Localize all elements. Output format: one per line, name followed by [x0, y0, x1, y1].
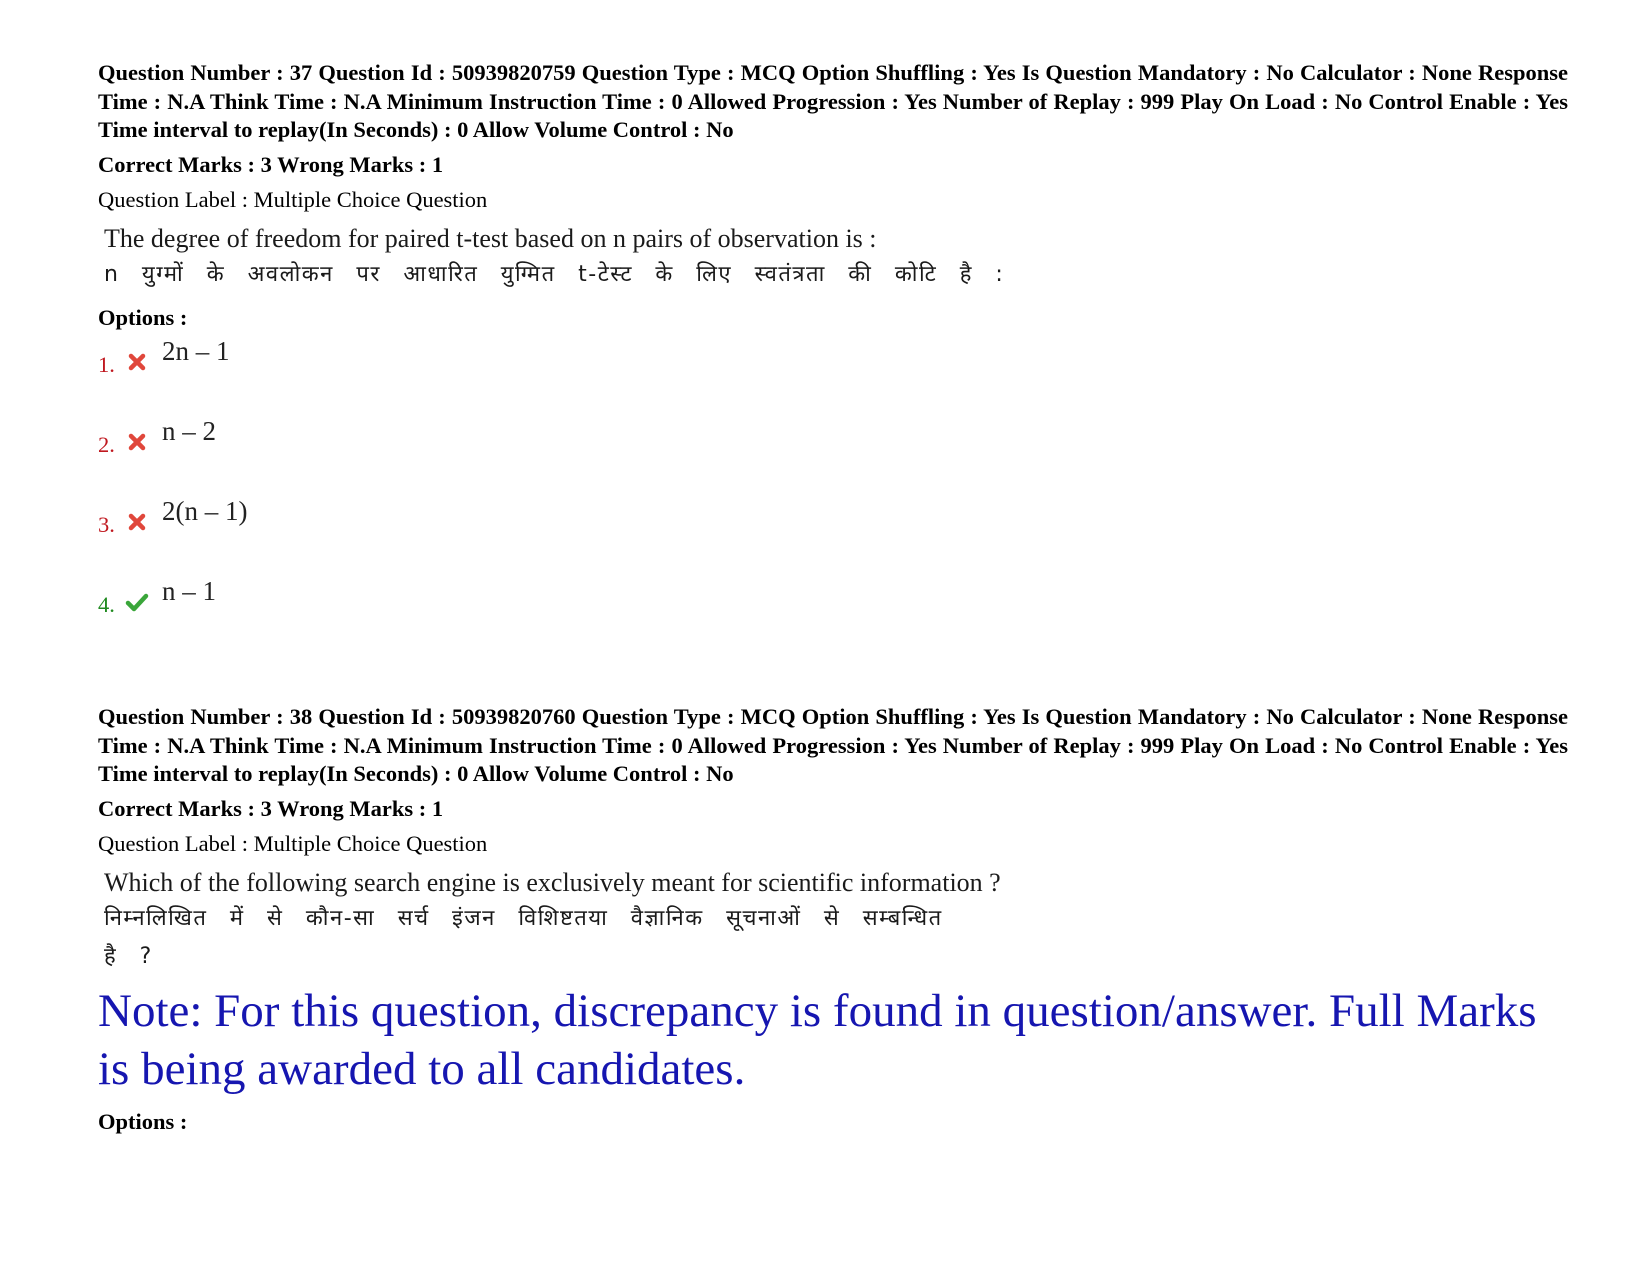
- cross-icon: [125, 350, 149, 374]
- check-icon: [125, 590, 149, 614]
- option-number: 1.: [98, 351, 115, 377]
- option-value: n – 2: [162, 415, 216, 446]
- option-3: [98, 492, 1568, 572]
- question-meta: Question Number : 38 Question Id : 50939820760 Question Type : MCQ Option Shuffling : Yes Is Question Mandatory : No Calculator : None Response Time : N.A Think Time : N.A Minimum Instruction Time : 0 Allowed Progression : Yes Number of Replay : 999 Play On Load : No Control Enable : Yes Time interval to replay(In Seconds) : 0 Allow Volume Control : No: [98, 704, 1568, 786]
- discrepancy-note: Note: For this question, discrepancy is found in question/answer. Full Marks is being awarded to all candidates.: [98, 984, 1537, 1095]
- option-value: 2(n – 1): [162, 495, 248, 526]
- cross-icon: [125, 430, 149, 454]
- options-list: [98, 332, 1568, 652]
- question-label: Question Label : Multiple Choice Question: [98, 830, 488, 856]
- question-stem-hindi-line-2: है ?: [104, 943, 153, 969]
- question-38: [98, 703, 1568, 1136]
- question-marks: Correct Marks : 3 Wrong Marks : 1: [98, 151, 444, 177]
- option-4: [98, 572, 1568, 652]
- option-value: n – 1: [162, 575, 216, 606]
- question-meta: Question Number : 37 Question Id : 50939820759 Question Type : MCQ Option Shuffling : Yes Is Question Mandatory : No Calculator : None Response Time : N.A Think Time : N.A Minimum Instruction Time : 0 Allowed Progression : Yes Number of Replay : 999 Play On Load : No Control Enable : Yes Time interval to replay(In Seconds) : 0 Allow Volume Control : No: [98, 60, 1568, 142]
- option-value: 2n – 1: [162, 335, 230, 366]
- option-number: 2.: [98, 431, 115, 457]
- option-2: [98, 412, 1568, 492]
- option-number: 3.: [98, 511, 115, 537]
- question-label: Question Label : Multiple Choice Question: [98, 186, 488, 212]
- question-stem-hindi-line-1: निम्नलिखित में से कौन-सा सर्च इंजन विशिष्टतया वैज्ञानिक सूचनाओं से सम्बन्धित: [104, 905, 943, 931]
- question-stem-english: The degree of freedom for paired t-test based on n pairs of observation is :: [104, 223, 877, 253]
- question-37: [98, 59, 1568, 652]
- question-stem: [104, 866, 1568, 976]
- options-heading: Options :: [98, 1108, 188, 1134]
- option-1: [98, 332, 1568, 412]
- question-stem: [104, 222, 1568, 294]
- option-number: 4.: [98, 591, 115, 617]
- question-stem-english: Which of the following search engine is exclusively meant for scientific information ?: [104, 867, 1001, 897]
- question-marks: Correct Marks : 3 Wrong Marks : 1: [98, 795, 444, 821]
- cross-icon: [125, 510, 149, 534]
- options-heading: Options :: [98, 304, 188, 330]
- question-stem-hindi: n युग्मों के अवलोकन पर आधारित युग्मित t-टेस्ट के लिए स्वतंत्रता की कोटि है :: [104, 261, 1005, 287]
